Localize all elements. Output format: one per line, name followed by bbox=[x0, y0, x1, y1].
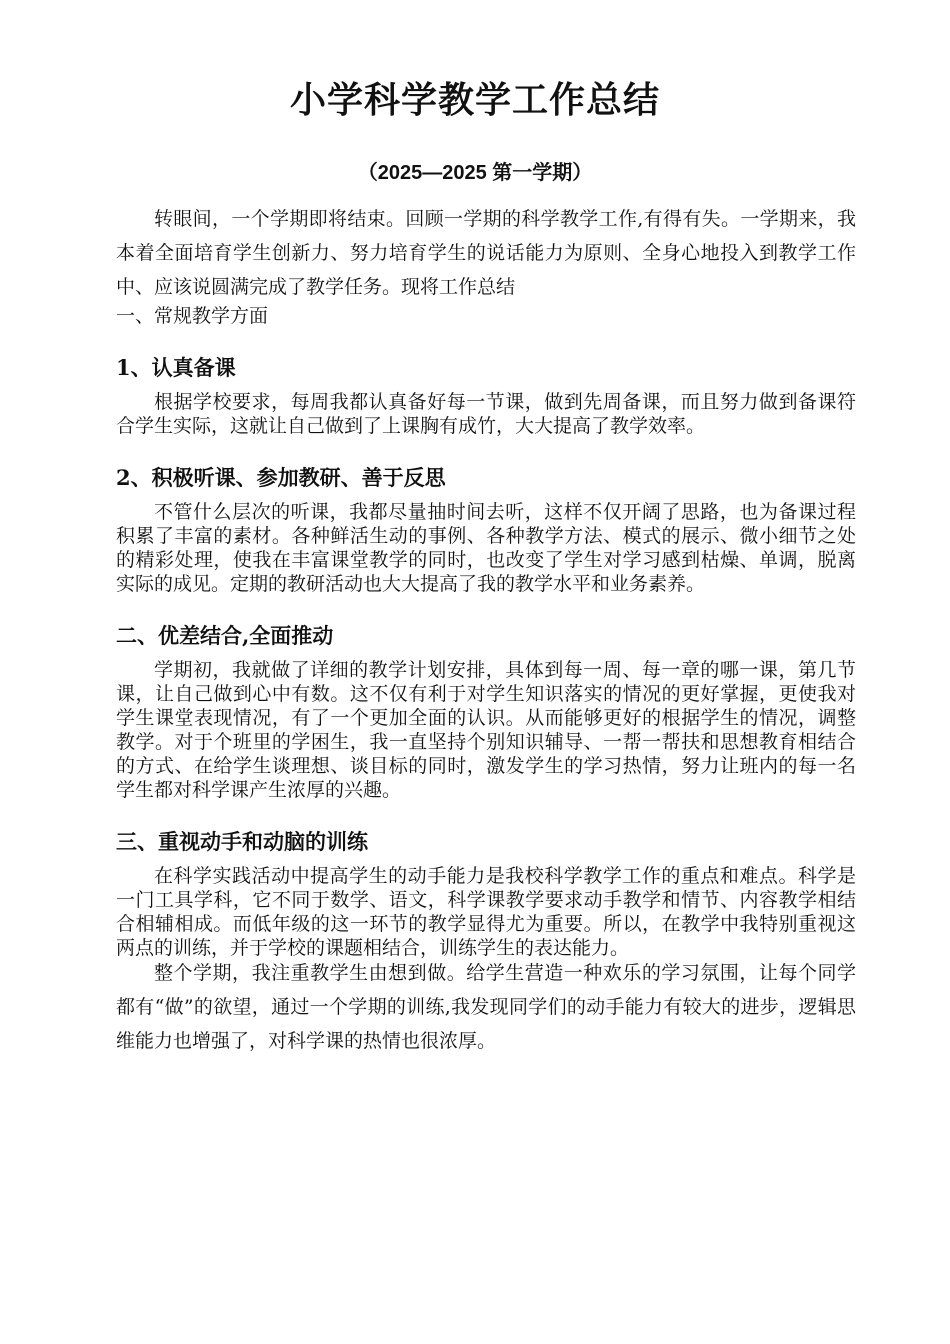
heading-prepare-lessons: 1、认真备课 bbox=[116, 355, 236, 380]
heading-hands-on-training: 三、重视动手和动脑的训练 bbox=[116, 829, 368, 854]
paragraph-observe-research: 不管什么层次的听课，我都尽量抽时间去听，这样不仅开阔了思路，也为备课过程积累了丰富的素材。各种鲜活生动的事例、各种教学方法、模式的展示、微小细节之处的精彩处理，使我在丰富课堂教学的同时，也改变了学生对学习感到枯燥、单调，脱离实际的成见。定期的教研活动也大大提高了我的教学水平和业务素养。 bbox=[116, 501, 856, 595]
document-body bbox=[116, 202, 856, 1058]
document-subtitle: （2025—2025 第一学期） bbox=[357, 162, 593, 184]
intro-paragraph: 转眼间，一个学期即将结束。回顾一学期的科学教学工作,有得有失。一学期来，我本着全面培育学生创新力、努力培育学生的说话能力为原则、全身心地投入到教学工作中、应该说圆满完成了教学任务。现将工作总结 bbox=[116, 208, 856, 298]
paragraph-prepare-lessons: 根据学校要求，每周我都认真备好每一节课，做到先周备课，而且努力做到备课符合学生实际，这就让自己做到了上课胸有成竹，大大提高了教学效率。 bbox=[116, 391, 856, 437]
heading-combine-promote: 二、优差结合,全面推动 bbox=[116, 623, 334, 648]
section-heading-routine: 一、常规教学方面 bbox=[116, 305, 269, 327]
document-title: 小学科学教学工作总结 bbox=[289, 80, 660, 121]
paragraph-hands-on-training: 在科学实践活动中提高学生的动手能力是我校科学教学工作的重点和难点。科学是一门工具学科，它不同于数学、语文，科学课教学要求动手教学和情节、内容教学相结合相辅相成。而低年级的这一环节的教学显得尤为重要。所以，在教学中我特别重视这两点的训练，并于学校的课题相结合，训练学生的表达能力。 bbox=[116, 865, 856, 959]
paragraph-combine-promote: 学期初，我就做了详细的教学计划安排，具体到每一周、每一章的哪一课，第几节课，让自己做到心中有数。这不仅有利于对学生知识落实的情况的更好掌握，更使我对学生课堂表现情况，有了一个更加全面的认识。从而能够更好的根据学生的情况，调整教学。对于个班里的学困生，我一直坚持个别知识辅导、一帮一帮扶和思想教育相结合的方式、在给学生谈理想、谈目标的同时，激发学生的学习热情，努力让班内的每一名学生都对科学课产生浓厚的兴趣。 bbox=[116, 659, 856, 801]
heading-observe-research: 2、积极听课、参加教研、善于反思 bbox=[116, 465, 446, 490]
paragraph-semester-summary: 整个学期，我注重教学生由想到做。给学生营造一种欢乐的学习氛围，让每个同学都有“做”的欲望，通过一个学期的训练,我发现同学们的动手能力有较大的进步，逻辑思维能力也增强了，对科学课的热情也很浓厚。 bbox=[116, 962, 856, 1052]
